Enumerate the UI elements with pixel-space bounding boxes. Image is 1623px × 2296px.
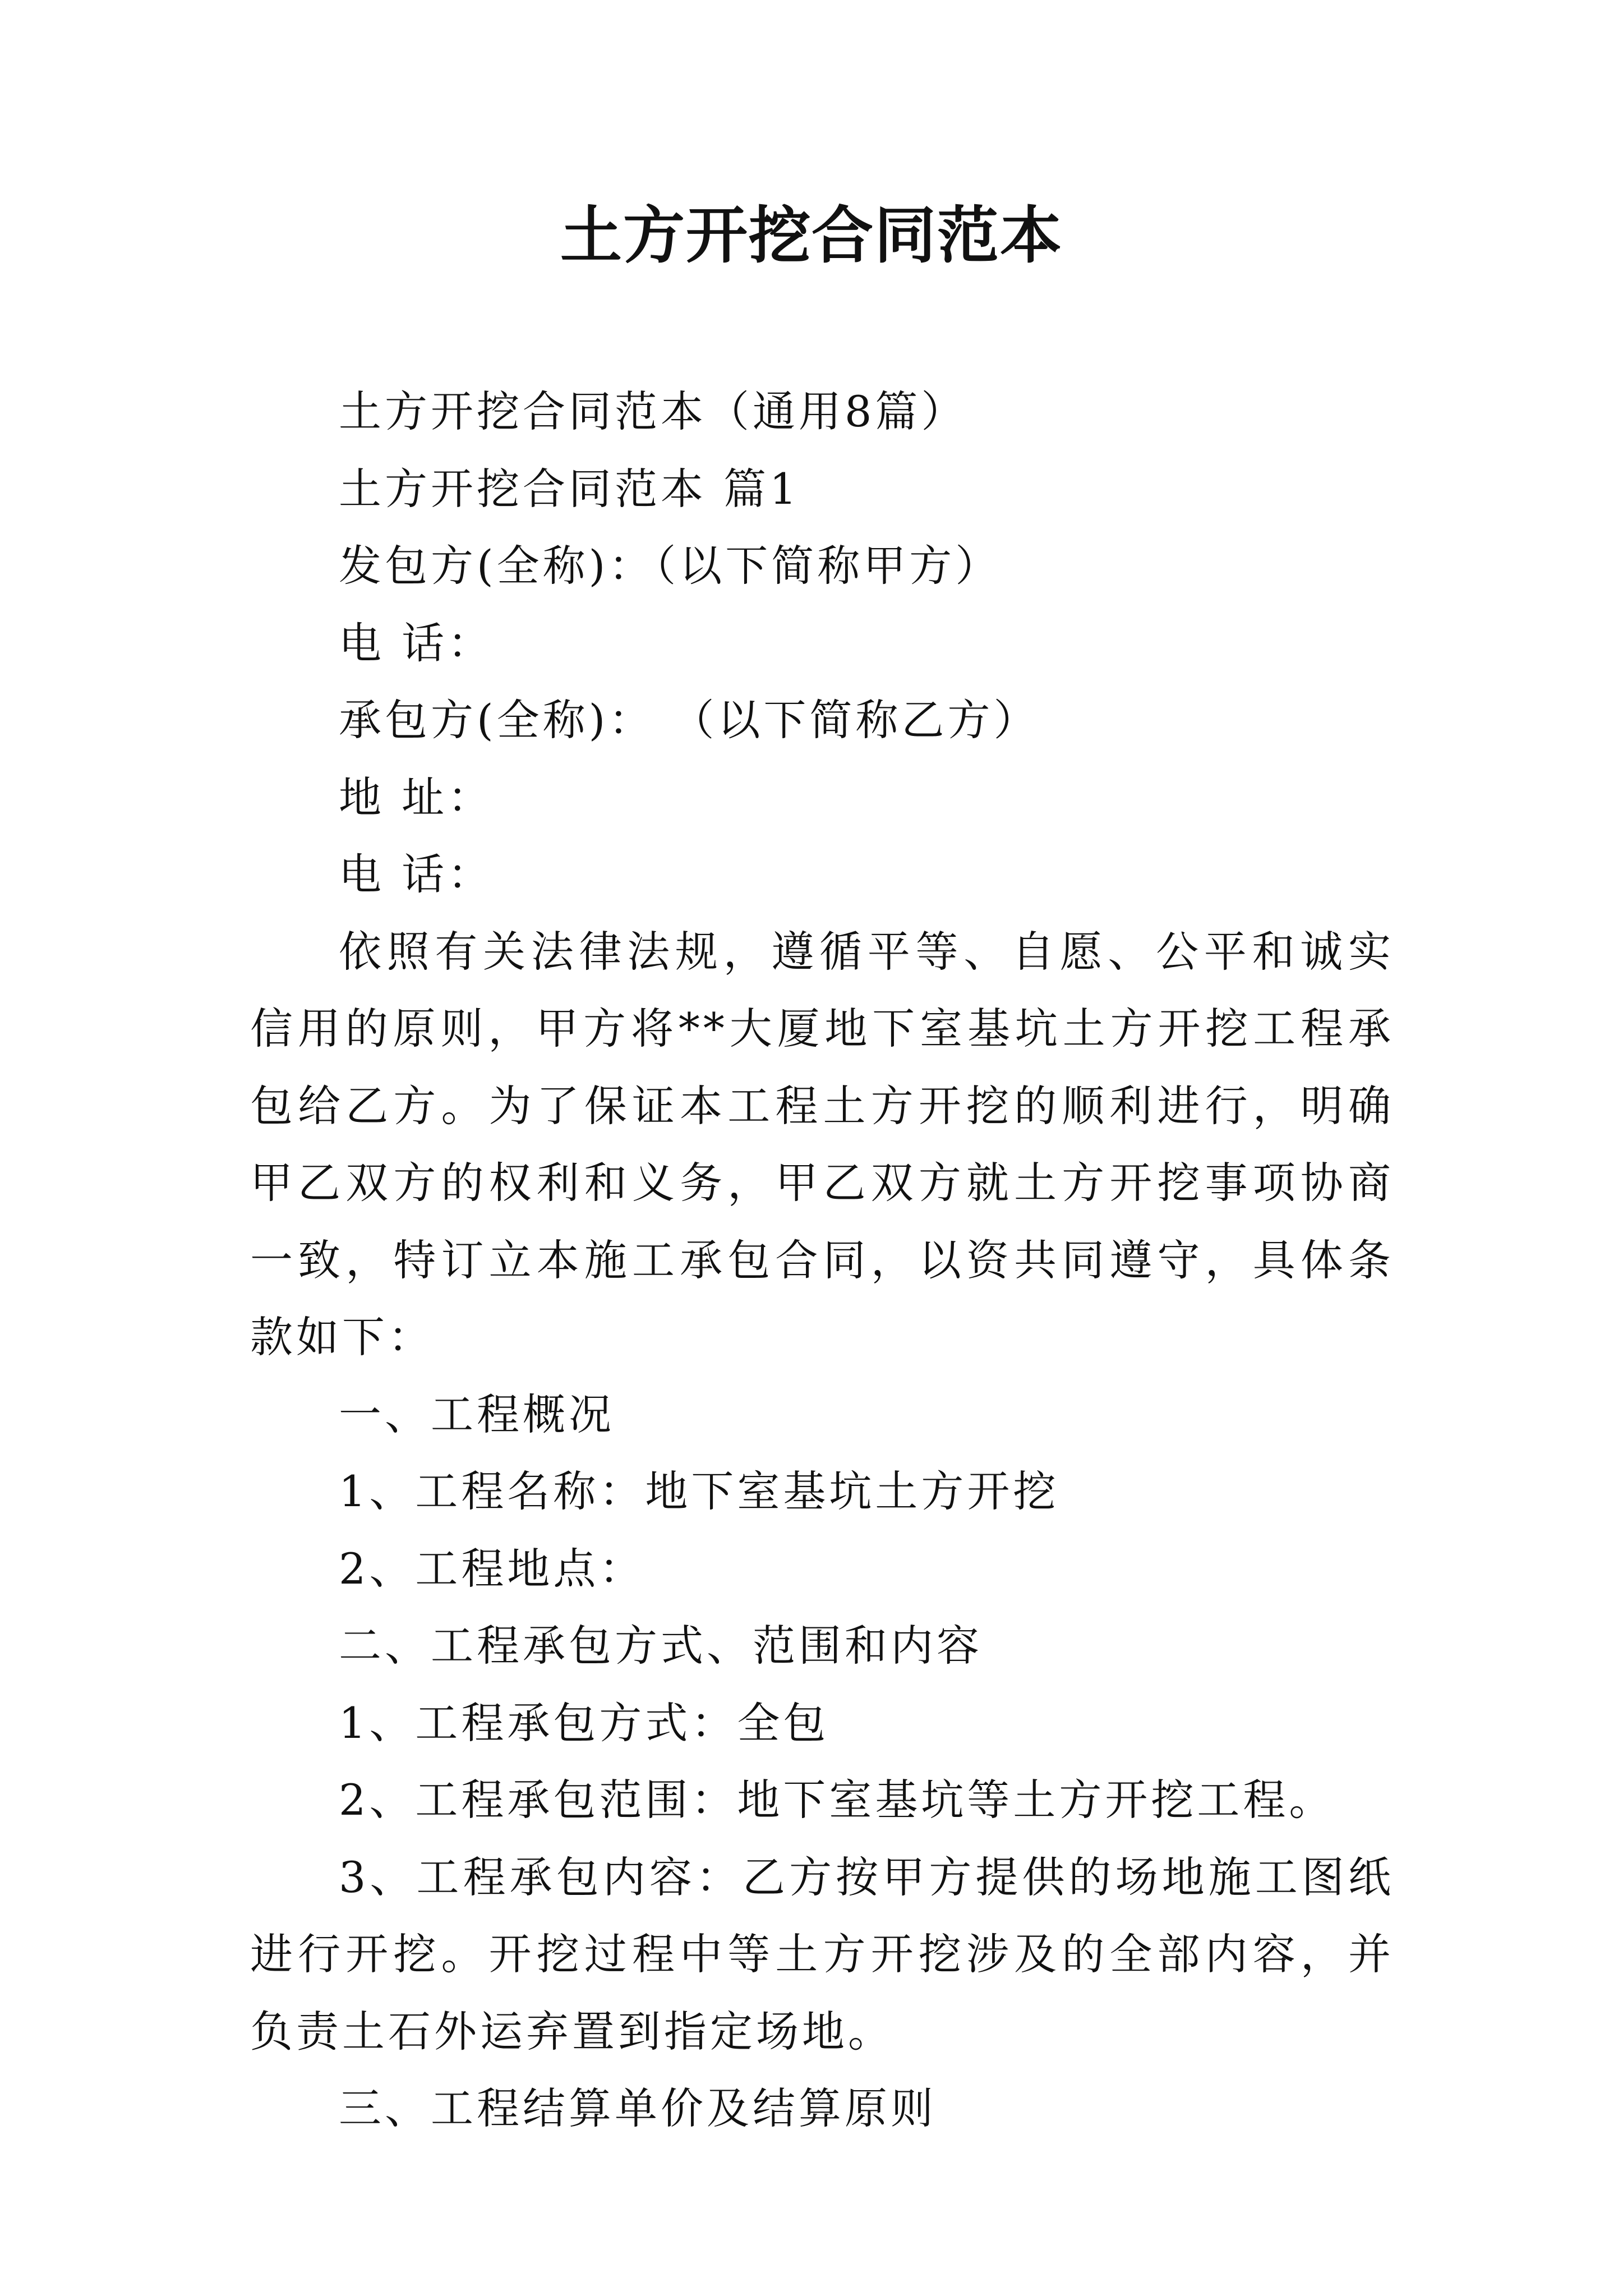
- paragraph-party-a-name: 发包方(全称)：（以下简称甲方）: [339, 541, 1002, 591]
- paragraph-party-b-address: 地 址：: [339, 772, 494, 822]
- document-title: 土方开挖合同范本: [560, 199, 1063, 272]
- paragraph-party-b-phone: 电 话：: [339, 849, 494, 899]
- paragraph-section-2-heading: 二、工程承包方式、范围和内容: [339, 1621, 983, 1671]
- paragraph-section-3-heading: 三、工程结算单价及结算原则: [339, 2083, 937, 2133]
- paragraph-party-b-name: 承包方(全称)： （以下简称乙方）: [339, 695, 1040, 745]
- paragraph-contract-content: 3、工程承包内容：乙方按甲方提供的场地施工图纸进行开挖。开挖过程中等土方开挖涉及的全部内容，并负责土石外运弃置到指定场地。: [250, 1852, 1394, 2056]
- paragraph-heading-part-1: 土方开挖合同范本 篇1: [339, 463, 800, 514]
- paragraph-section-1-heading: 一、工程概况: [339, 1389, 615, 1439]
- paragraph-preamble: 依照有关法律法规，遵循平等、自愿、公平和诚实信用的原则，甲方将**大厦地下室基坑土方开挖工程承包给乙方。为了保证本工程土方开挖的顺利进行，明确甲乙双方的权利和义务，甲乙双方就土方开挖事项协商一致，特订立本施工承包合同，以资共同遵守，具体条款如下：: [250, 926, 1394, 1362]
- paragraph-project-location: 2、工程地点：: [339, 1543, 645, 1594]
- paragraph-heading-general: 土方开挖合同范本（通用8篇）: [339, 386, 967, 436]
- paragraph-party-a-phone: 电 话：: [339, 618, 494, 668]
- paragraph-contract-method: 1、工程承包方式：全包: [339, 1697, 829, 1748]
- document-body: [250, 373, 1394, 2147]
- paragraph-project-name: 1、工程名称：地下室基坑土方开挖: [339, 1466, 1059, 1516]
- paragraph-contract-scope: 2、工程承包范围：地下室基坑等土方开挖工程。: [339, 1775, 1335, 1825]
